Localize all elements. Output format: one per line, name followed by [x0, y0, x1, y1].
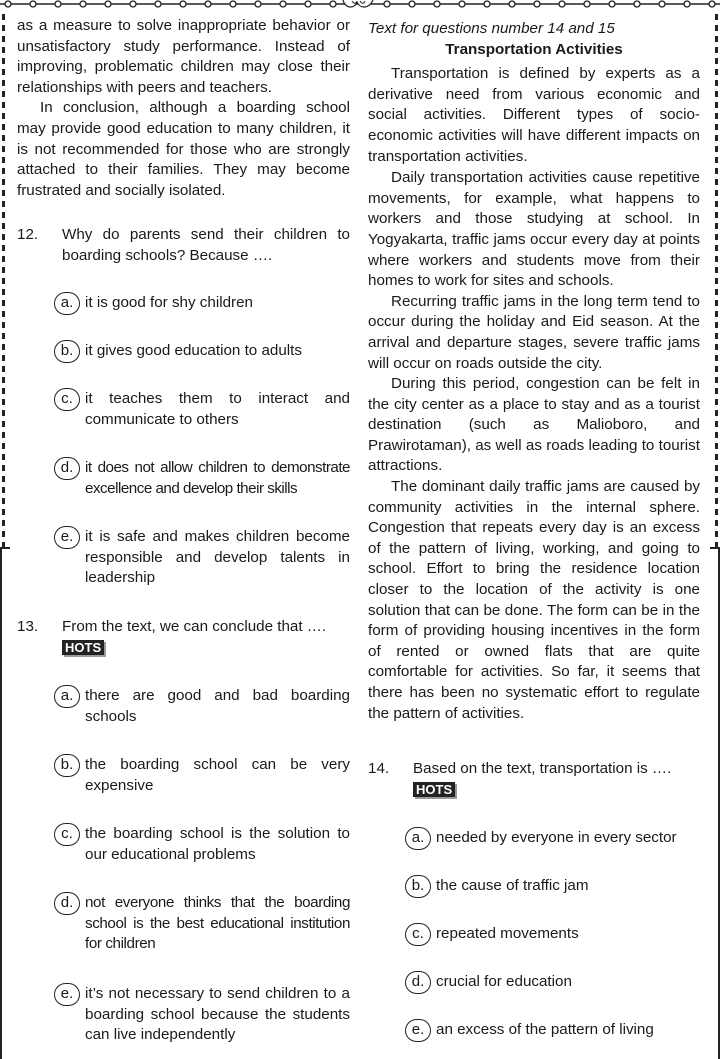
hots-badge: HOTS: [413, 782, 455, 797]
decorative-top-border: [0, 0, 720, 14]
option-letter: c.: [54, 388, 80, 411]
option-14c[interactable]: [405, 924, 700, 945]
option-14a[interactable]: [405, 828, 700, 849]
article-paragraph: The dominant daily traffic jams are caused by community activities in the internal sphere. Congestion that repeats every day is an excess of the pattern of living, working, and going to school. Effort to bring the residence location closer to the location of the activity is one solution that can be done. The form can be in the form of providing housing incentives in the form of rented or owned flats that are quite comfortable for activities. So far, it seems that there has been no systematic effort to regulate the pattern of activities.: [368, 478, 700, 722]
option-text: the cause of traffic jam: [436, 877, 589, 894]
option-13e[interactable]: [54, 984, 350, 1046]
option-letter: e.: [405, 1019, 431, 1042]
option-text: it is safe and makes children become responsible and develop talents in leadership: [85, 528, 350, 587]
option-13c[interactable]: [54, 824, 350, 865]
option-letter: d.: [54, 457, 80, 480]
option-letter: c.: [405, 923, 431, 946]
option-letter: a.: [405, 827, 431, 850]
option-12d[interactable]: [54, 458, 350, 499]
option-13b[interactable]: [54, 755, 350, 796]
left-column: [17, 16, 350, 201]
option-12c[interactable]: [54, 389, 350, 430]
option-letter: d.: [405, 971, 431, 994]
option-12a[interactable]: [54, 293, 350, 314]
left-dashed-border: [2, 14, 5, 549]
right-dashed-border: [715, 14, 718, 549]
option-text: the boarding school is the solution to our educational problems: [85, 825, 350, 863]
option-text: crucial for education: [436, 973, 572, 990]
article-paragraph: Recurring traffic jams in the long term tend to occur during the holiday and Eid season. At the arrival and departure stages, severe traffic jams will occur on roads outside the city.: [368, 292, 700, 372]
question-number: 12.: [17, 226, 39, 243]
option-14d[interactable]: [405, 972, 700, 993]
option-letter: a.: [54, 292, 80, 315]
option-text: it gives good education to adults: [85, 342, 302, 359]
option-text: the boarding school can be very expensive: [85, 756, 350, 794]
option-letter: b.: [405, 875, 431, 898]
option-letter: c.: [54, 823, 80, 846]
question-number: 13.: [17, 618, 39, 635]
left-frame-corner: [0, 547, 10, 549]
article-paragraph: Transportation is defined by experts as a derivative need from various economic and social activities. Different types of socio-economic activities will have different impacts on transportation activities.: [368, 65, 700, 165]
hots-badge: HOTS: [62, 640, 104, 655]
option-letter: e.: [54, 526, 80, 549]
article-paragraph: During this period, congestion can be felt in the city center as a place to stay and as a tourist destination (such as Malioboro, and Prawirotaman), as well as roads leading to tourist attractions.: [368, 375, 700, 475]
option-text: it teaches them to interact and communicate to others: [85, 390, 350, 428]
option-13a[interactable]: [54, 686, 350, 727]
question-12: [17, 225, 350, 266]
question-14: [368, 759, 700, 800]
option-letter: d.: [54, 892, 80, 915]
question-text: Based on the text, transportation is ….: [413, 760, 672, 777]
question-number: 14.: [368, 760, 390, 777]
option-text: not everyone thinks that the boarding school is the best educational institution for children: [85, 894, 350, 953]
reading-paragraph: as a measure to solve inappropriate behavior or unsatisfactory study performance. Instead of improving, problematic children may close their relationships with peers and teachers.: [17, 17, 350, 96]
right-column: [368, 19, 700, 724]
left-frame-line: [0, 548, 2, 1059]
option-text: repeated movements: [436, 925, 579, 942]
option-text: it is good for shy children: [85, 294, 253, 311]
option-text: it does not allow children to demonstrate excellence and develop their skills: [85, 459, 350, 497]
option-letter: b.: [54, 754, 80, 777]
option-text: needed by everyone in every sector: [436, 829, 677, 846]
option-14e[interactable]: [405, 1020, 700, 1041]
conclusion-paragraph: In conclusion, although a boarding school may provide good education to many children, it is not recommended for those who are strongly attached to their families. They may become frustrated and socially isolated.: [17, 99, 350, 199]
question-text: Why do parents send their children to boarding schools? Because ….: [62, 226, 350, 264]
option-12e[interactable]: [54, 527, 350, 589]
option-14b[interactable]: [405, 876, 700, 897]
option-letter: b.: [54, 340, 80, 363]
option-12b[interactable]: [54, 341, 350, 362]
right-frame-corner: [710, 547, 720, 549]
option-13d[interactable]: [54, 893, 350, 955]
option-text: there are good and bad boarding schools: [85, 687, 350, 725]
article-paragraph: Daily transportation activities cause repetitive movements, for example, what happens to workers and those studying at school. In Yogyakarta, traffic jams occur every day at points where workers and students move from their homes to work for sites and schools.: [368, 169, 700, 290]
option-letter: a.: [54, 685, 80, 708]
option-text: it’s not necessary to send children to a boarding school because the students can live independently: [85, 985, 350, 1044]
question-text: From the text, we can conclude that ….: [62, 618, 327, 635]
text-intro-heading: Text for questions number 14 and 15: [368, 20, 615, 37]
option-letter: e.: [54, 983, 80, 1006]
option-text: an excess of the pattern of living: [436, 1021, 654, 1038]
question-13: [17, 617, 350, 658]
article-title: Transportation Activities: [445, 40, 623, 58]
